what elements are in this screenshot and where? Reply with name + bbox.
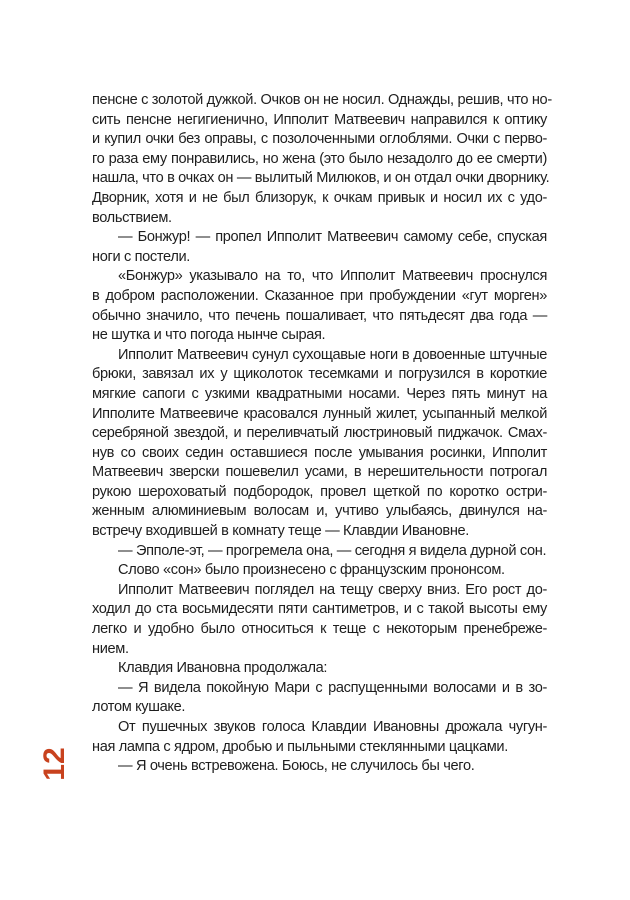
- text-line: обычно значило, что печень пошаливает, что пятьдесят два года —: [92, 307, 547, 324]
- text-line: го раза ему понравились, но жена (это было незадолго до ее смерти): [92, 150, 547, 167]
- text-line: Клавдия Ивановна продолжала:: [118, 660, 328, 677]
- text-line: легко и удобно было относиться к теще с некоторым пренебреже-: [92, 621, 547, 638]
- text-line: не шутка и что погода нынче сырая.: [92, 327, 326, 344]
- text-line: пенсне с золотой дужкой. Очков он не носил. Однажды, решив, что но-: [92, 92, 552, 108]
- text-line: нашла, что в очках он — вылитый Милюков, и он отдал очки дворнику.: [92, 170, 550, 187]
- page-number: 12: [38, 747, 71, 781]
- text-line: и купил очки без оправы, с позолоченными оглоблями. Очки с перво-: [92, 131, 547, 148]
- text-line: — Эпполе-эт, — прогремела она, — сегодня я видела дурной сон.: [118, 542, 547, 559]
- text-line: — Я очень встревожена. Боюсь, не случилось бы чего.: [118, 758, 475, 775]
- text-line: женным алюминиевым волосам и, учтиво улыбаясь, двинулся на-: [92, 503, 547, 520]
- text-line: серебряной звездой, и переливчатый люстриновый пиджачок. Смах-: [92, 425, 547, 442]
- text-line: ходил до ста восьмидесяти пяти сантиметров, и с такой высоты ему: [92, 601, 547, 618]
- text-line: мягкие сапоги с узкими квадратными носами. Через пять минут на: [92, 385, 547, 402]
- text-line: Дворник, хотя и не был близорук, к очкам привык и носил их с удо-: [92, 189, 547, 206]
- text-line: ноги с постели.: [92, 248, 190, 265]
- text-line: лотом кушаке.: [92, 699, 186, 716]
- text-line: Ипполите Матвеевиче красовался лунный жилет, усыпанный мелкой: [92, 405, 547, 422]
- text-line: Матвеевич зверски пошевелил усами, в нерешительности потрогал: [92, 464, 547, 481]
- text-line: Слово «сон» было произнесено с французским прононсом.: [118, 562, 505, 579]
- text-line: Ипполит Матвеевич поглядел на тещу сверху вниз. Его рост до-: [118, 581, 547, 598]
- body-text: [92, 91, 552, 777]
- text-line: ная лампа с ядром, дробью и пыльными стеклянными цацками.: [92, 738, 508, 755]
- text-line: в добром расположении. Сказанное при пробуждении «гут морген»: [92, 287, 547, 304]
- text-line: Ипполит Матвеевич сунул сухощавые ноги в довоенные штучные: [118, 346, 547, 363]
- text-line: — Бонжур! — пропел Ипполит Матвеевич самому себе, спуская: [118, 229, 547, 246]
- text-line: сить пенсне негигиенично, Ипполит Матвеевич направился к оптику: [92, 111, 547, 128]
- text-line: нув со своих седин оставшиеся после умывания росинки, Ипполит: [92, 444, 547, 461]
- text-line: нием.: [92, 640, 129, 657]
- text-line: вольствием.: [92, 209, 172, 226]
- text-line: От пушечных звуков голоса Клавдии Ивановны дрожала чугун-: [118, 719, 547, 735]
- text-line: «Бонжур» указывало на то, что Ипполит Матвеевич проснулся: [118, 268, 547, 285]
- text-line: встречу входившей в комнату теще — Клавдии Ивановне.: [92, 523, 470, 540]
- text-line: рукою шероховатый подбородок, провел щеткой по коротко остри-: [92, 483, 547, 500]
- text-line: брюки, завязал их у щиколоток тесемками и погрузился в короткие: [92, 366, 547, 383]
- text-line: — Я видела покойную Мари с распущенными волосами и в зо-: [118, 679, 547, 696]
